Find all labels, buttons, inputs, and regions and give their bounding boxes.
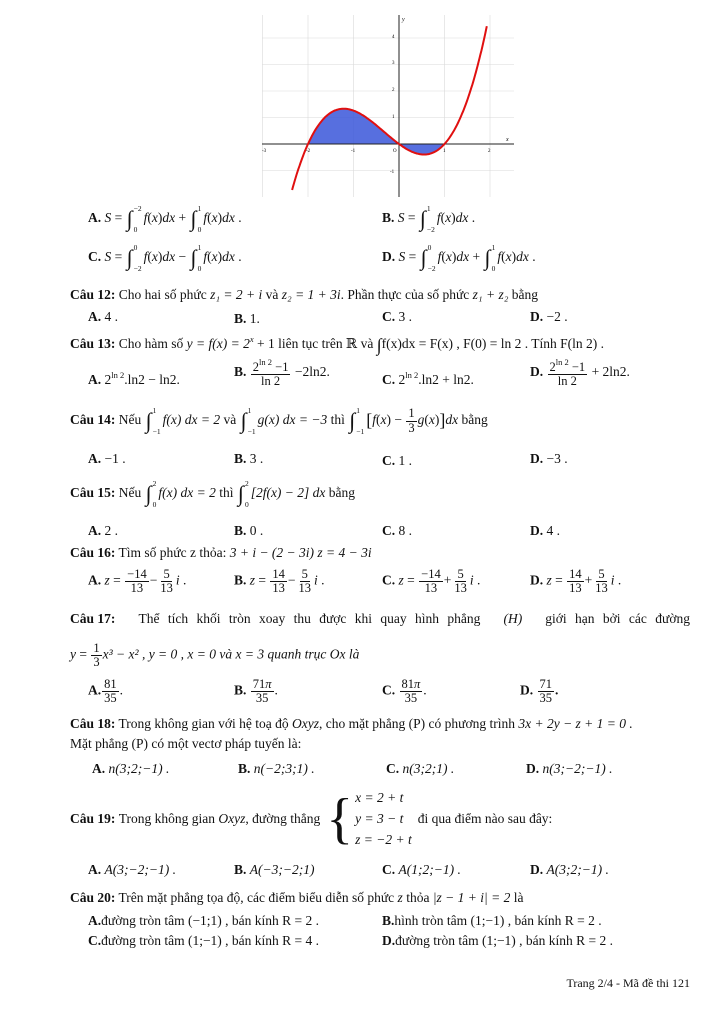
option-label: C. (88, 249, 102, 265)
q20-option-d[interactable]: D.đường tròn tâm (1;−1) , bán kính R = 2 . (382, 933, 614, 948)
q18-stem: Câu 18: Trong không gian với hệ toạ độ Oxyz, cho mặt phẳng (P) có phương trình 3x + 2y − z + 1 = 0 . (70, 716, 633, 731)
y-tick-m1: -1 (390, 170, 395, 175)
y-tick-4: 4 (392, 35, 395, 40)
page-footer: Trang 2/4 - Mã đề thi 121 (566, 976, 690, 990)
graph-grid (262, 15, 514, 197)
q11-option-a[interactable]: A. S = ∫ −2 0 f(x)dx + ∫ 1 0 f(x)dx . (88, 204, 242, 234)
q17-option-a[interactable]: A. $\frac{81}{35}$ . (88, 677, 123, 706)
q13-option-a[interactable]: A. $2^{ln 2}.\ln 2 - \ln 2$. (88, 370, 180, 387)
q12-option-a[interactable]: A. 4 . (88, 309, 118, 324)
q20-option-a[interactable]: A.đường tròn tâm (−1;1) , bán kính R = 2 . (88, 913, 320, 928)
q16-option-c[interactable]: C. z = $\frac{-14}{13}$ + $\frac{5}{13}$ i . (382, 567, 481, 596)
q17-option-c[interactable]: C. $\frac{81\pi}{35}$ . (382, 677, 427, 706)
q16-option-a[interactable]: A. z = $\frac{-14}{13}$ − $\frac{5}{13}$ i . (88, 567, 187, 596)
q14-option-c[interactable]: C. 1 . (382, 453, 412, 468)
q17-stem-line2: y = $\frac{1}{3}$ x³ − x² , y = 0 , x = 0 và x = 3 quanh trục Ox là (70, 641, 360, 670)
q14-stem: Câu 14: Nếu ∫ 1 −1 f(x) dx = 2 và ∫ 1 −1 g(x) dx = −3 thì ∫ 1 −1 [f(x) − $\frac{1}{3}$ g(x)]dx bằng (70, 406, 488, 436)
q17-option-b[interactable]: B. $\frac{71\pi}{35}$ . (234, 677, 278, 706)
y-tick-1: 1 (392, 115, 395, 120)
q20-stem: Câu 20: Trên mặt phẳng tọa độ, các điểm biểu diễn số phức z thỏa |z − 1 + i| = 2 là (70, 890, 524, 905)
q15-option-a[interactable]: A. 2 . (88, 523, 118, 538)
q12-stem: Câu 12: Cho hai số phức z₁ = 2 + i và z₂ = 1 + 3i. Phần thực của số phức z₁ + z₂ bằng (70, 287, 539, 302)
curve-f (292, 26, 487, 190)
q19-option-c[interactable]: C. A(1;2;−1) . (382, 862, 461, 877)
function-graph (262, 15, 514, 197)
q14-option-a[interactable]: A. −1 . (88, 451, 126, 466)
q18-option-b[interactable]: B. n(−2;3;1) . (238, 761, 315, 776)
q15-option-b[interactable]: B. 0 . (234, 523, 264, 538)
option-label: A. (88, 210, 102, 226)
q12-option-d[interactable]: D. −2 . (530, 309, 568, 324)
q13-stem: Câu 13: Cho hàm số $y = f(x) = 2^x + 1$ liên tục trên ℝ và ∫f(x)dx = F(x) , F(0) = ln 2 . Tính F(ln 2) . (70, 334, 604, 355)
equation-system: { x = 2 + t y = 3 − t z = −2 + t (326, 788, 412, 850)
x-axis-label: x (506, 137, 509, 143)
q11-option-b[interactable]: B. S = ∫ 1 −2 f(x)dx . (382, 204, 476, 234)
q11-option-c[interactable]: C. S = ∫ 0 −2 f(x)dx − ∫ 1 0 f(x)dx . (88, 243, 242, 273)
q15-option-c[interactable]: C. 8 . (382, 523, 412, 538)
q16-option-b[interactable]: B. z = $\frac{14}{13}$ − $\frac{5}{13}$ i . (234, 567, 325, 596)
q16-option-d[interactable]: D. z = $\frac{14}{13}$ + $\frac{5}{13}$ i . (530, 567, 622, 596)
q17-option-d[interactable]: D. $\frac{71}{35}$ . (520, 677, 559, 706)
q12-option-b[interactable]: B. 1. (234, 311, 260, 326)
q14-option-b[interactable]: B. 3 . (234, 451, 264, 466)
q13-option-b[interactable]: B. $\frac{2^{ln 2} -1}{\ln 2}$ −2ln2. (234, 357, 330, 389)
q20-option-c[interactable]: C.đường tròn tâm (1;−1) , bán kính R = 4 . (88, 933, 320, 948)
q13-option-c[interactable]: C. $2^{ln 2}.\ln 2 + \ln 2$. (382, 370, 474, 387)
q18-option-d[interactable]: D. n(3;−2;−1) . (526, 761, 613, 776)
q13-option-d[interactable]: D. $\frac{2^{ln 2} -1}{\ln 2}$ + 2ln2. (530, 357, 630, 389)
q17-stem: Câu 17: Thể tích khối tròn xoay thu được khi quay hình phẳng (H) giới hạn bởi các đường (70, 611, 690, 626)
q18-stem-line2: Mặt phẳng (P) có một vectơ pháp tuyến là: (70, 736, 302, 751)
q15-option-d[interactable]: D. 4 . (530, 523, 560, 538)
y-tick-2: 2 (392, 88, 395, 93)
q18-option-a[interactable]: A. n(3;2;−1) . (92, 761, 170, 776)
q19-stem: Câu 19: Trong không gian Oxyz , đường thẳng { x = 2 + t y = 3 − t z = −2 + t đi qua điểm nào sau đây: (70, 788, 553, 850)
x-tick-m2: -2 (306, 149, 311, 154)
option-label: D. (382, 249, 396, 265)
origin-label: O (393, 149, 397, 154)
option-label: B. (382, 210, 395, 226)
x-tick-1: 1 (443, 149, 446, 154)
y-tick-3: 3 (392, 61, 395, 66)
q14-option-d[interactable]: D. −3 . (530, 451, 568, 466)
q19-option-a[interactable]: A. A(3;−2;−1) . (88, 862, 176, 877)
q11-option-d[interactable]: D. S = ∫ 0 −2 f(x)dx + ∫ 1 0 f(x)dx . (382, 243, 536, 273)
q15-stem: Câu 15: Nếu ∫ 2 0 f(x) dx = 2 thì ∫ 2 0 [2f(x) − 2] dx bằng (70, 479, 356, 509)
x-tick-m3: -3 (262, 149, 267, 154)
q16-stem: Câu 16: Tìm số phức z thỏa: 3 + i − (2 − 3i) z = 4 − 3i (70, 545, 372, 560)
q18-option-c[interactable]: C. n(3;2;1) . (386, 761, 455, 776)
y-axis-label: y (402, 17, 405, 23)
q19-option-b[interactable]: B. A(−3;−2;1) (234, 862, 315, 877)
x-tick-2: 2 (488, 149, 491, 154)
q19-option-d[interactable]: D. A(3;2;−1) . (530, 862, 609, 877)
q20-option-b[interactable]: B.hình tròn tâm (1;−1) , bán kính R = 2 . (382, 913, 602, 928)
q12-option-c[interactable]: C. 3 . (382, 309, 412, 324)
x-tick-m1: -1 (351, 149, 356, 154)
